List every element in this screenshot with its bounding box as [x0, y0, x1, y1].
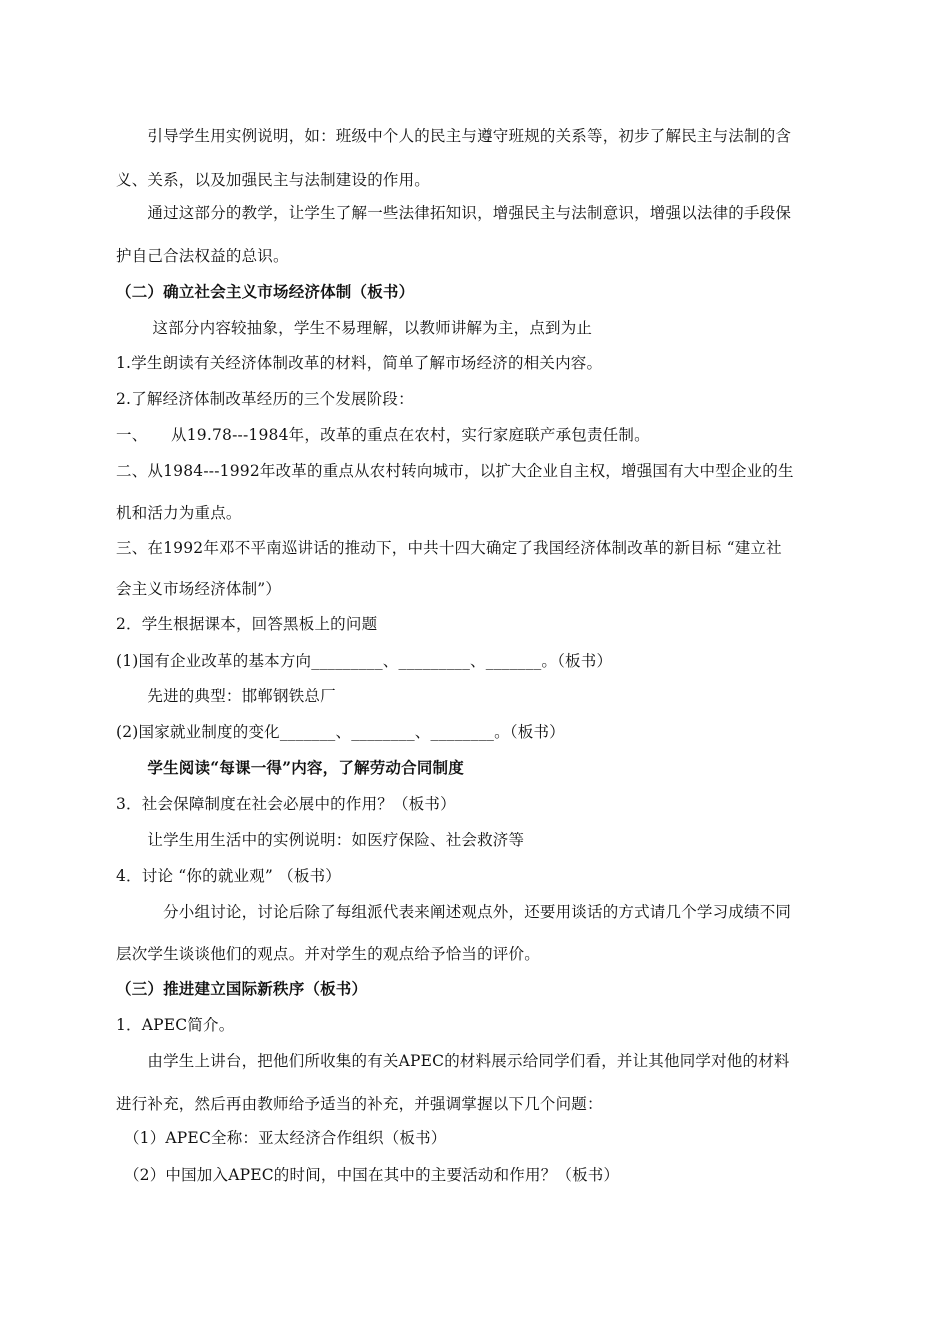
list-item: (1)国有企业改革的基本方向_________、_________、_______。（板书）: [116, 652, 613, 670]
paragraph-line: 进行补充，然后再由教师给予适当的补充，并强调掌握以下几个问题：: [116, 1095, 603, 1113]
paragraph-line: 通过这部分的教学，让学生了解一些法律拓知识，增强民主与法制意识，增强以法律的手段保: [116, 204, 792, 222]
paragraph-line: 会主义市场经济体制”）: [116, 580, 282, 598]
list-item: 2.了解经济体制改革经历的三个发展阶段：: [116, 390, 414, 408]
list-item: 1．APEC简介。: [116, 1016, 235, 1034]
paragraph-line: 引导学生用实例说明，如：班级中个人的民主与遵守班规的关系等，初步了解民主与法制的含: [116, 127, 792, 145]
list-item: 二、从1984---1992年改革的重点从农村转向城市，以扩大企业自主权，增强国有大中型企业的生: [116, 462, 794, 480]
list-item: （2）中国加入APEC的时间，中国在其中的主要活动和作用？（板书）: [116, 1166, 620, 1184]
section-heading-2: （二）确立社会主义市场经济体制（板书）: [116, 282, 415, 301]
list-item: 2．学生根据课本，回答黑板上的问题: [116, 615, 378, 633]
paragraph-line: 由学生上讲台，把他们所收集的有关APEC的材料展示给同学们看，并让其他同学对他的材料: [116, 1052, 790, 1070]
paragraph-line: 层次学生谈谈他们的观点。并对学生的观点给予恰当的评价。: [116, 945, 540, 963]
paragraph-line: 让学生用生活中的实例说明：如医疗保险、社会救济等: [116, 831, 525, 849]
list-item: （1）APEC全称：亚太经济合作组织（板书）: [116, 1129, 447, 1147]
bold-note: 学生阅读“每课一得”内容，了解劳动合同制度: [116, 758, 464, 777]
list-item: 3．社会保障制度在社会必展中的作用？（板书）: [116, 795, 456, 813]
paragraph-line: 分小组讨论，讨论后除了每组派代表来阐述观点外，还要用谈话的方式请几个学习成绩不同: [116, 903, 792, 921]
paragraph-line: 护自己合法权益的总识。: [116, 247, 289, 265]
list-item: (2)国家就业制度的变化_______、________、________。（板书）: [116, 723, 565, 741]
paragraph-line: 先进的典型：邯郸钢铁总厂: [116, 687, 336, 705]
list-item: 1.学生朗读有关经济体制改革的材料，简单了解市场经济的相关内容。: [116, 354, 603, 372]
paragraph-line: 机和活力为重点。: [116, 504, 242, 522]
list-item: 一、 从19.78---1984年，改革的重点在农村，实行家庭联产承包责任制。: [116, 426, 650, 444]
list-item: 4．讨论 “你的就业观” （板书）: [116, 867, 341, 885]
paragraph-line: 这部分内容较抽象，学生不易理解，以教师讲解为主，点到为止: [116, 319, 593, 337]
section-heading-3: （三）推进建立国际新秩序（板书）: [116, 979, 368, 998]
paragraph-line: 义、关系，以及加强民主与法制建设的作用。: [116, 171, 431, 189]
list-item: 三、在1992年邓不平南巡讲话的推动下，中共十四大确定了我国经济体制改革的新目标 “建立社: [116, 539, 782, 557]
